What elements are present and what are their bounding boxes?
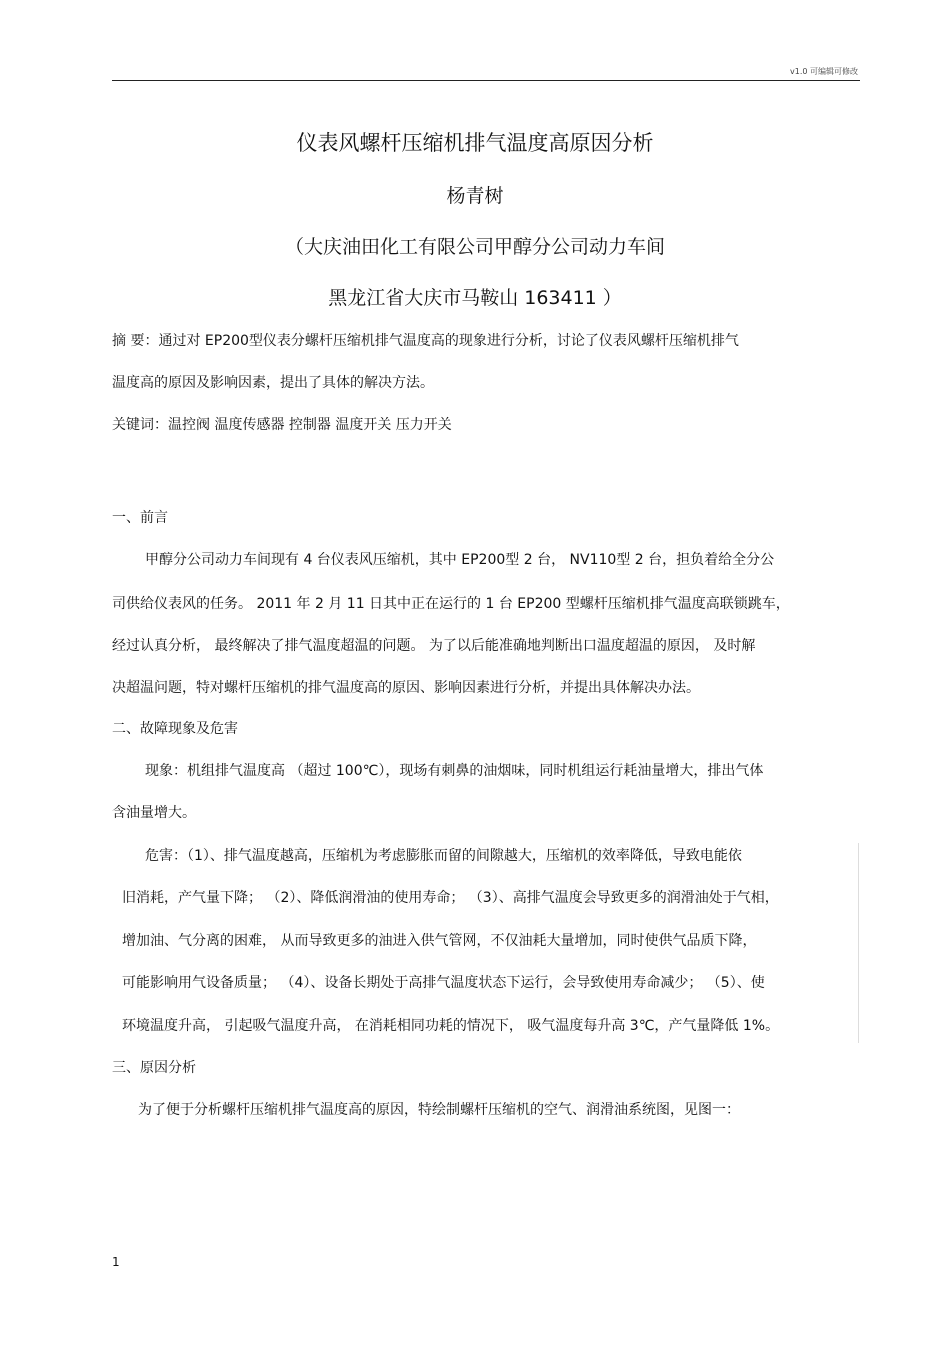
header-rule [112, 80, 860, 81]
section1-heading: 一、前言 [112, 510, 168, 526]
hazard-line1: 危害：（1）、排气温度越高，压缩机为考虑膨胀而留的间隙越大，压缩机的效率降低，导致电能依 [145, 848, 742, 864]
hazard-line2: 旧消耗，产气量下降； （2）、降低润滑油的使用寿命； （3）、高排气温度会导致更多的润滑油处于气相， [122, 890, 779, 906]
author: 杨青树 [446, 185, 504, 207]
phenomenon-line1: 现象：机组排气温度高 （超过 100℃），现场有刺鼻的油烟味，同时机组运行耗油量增大，排出气体 [145, 763, 764, 779]
section2-heading: 二、故障现象及危害 [112, 721, 238, 737]
abstract-line2: 温度高的原因及影响因素，提出了具体的解决方法。 [112, 375, 434, 391]
page-title: 仪表风螺杆压缩机排气温度高原因分析 [296, 131, 654, 155]
section1-line2: 司供给仪表风的任务。 2011 年 2 月 11 日其中正在运行的 1 台 EP200 型螺杆压缩机排气温度高联锁跳车， [112, 596, 790, 612]
section1-line1: 甲醇分公司动力车间现有 4 台仪表风压缩机，其中 EP200型 2 台， NV110型 2 台，担负着给全分公 [145, 552, 775, 568]
header-version: v1.0 可编辑可修改 [790, 67, 858, 76]
phenomenon-line2: 含油量增大。 [112, 805, 196, 821]
affiliation-line2: 黑龙江省大庆市马鞍山 163411 ） [328, 287, 622, 309]
section1-line3: 经过认真分析， 最终解决了排气温度超温的问题。 为了以后能准确地判断出口温度超温的原因， 及时解 [112, 638, 756, 654]
section3-line1: 为了便于分析螺杆压缩机排气温度高的原因，特绘制螺杆压缩机的空气、润滑油系统图，见图一： [138, 1102, 740, 1118]
hazard-box-edge [858, 843, 859, 1043]
hazard-line5: 环境温度升高， 引起吸气温度升高， 在消耗相同功耗的情况下， 吸气温度每升高 3℃，产气量降低 1%。 [122, 1018, 780, 1034]
section3-heading: 三、原因分析 [112, 1060, 196, 1076]
page-number: 1 [112, 1255, 120, 1269]
keywords: 关键词：温控阀 温度传感器 控制器 温度开关 压力开关 [112, 417, 452, 433]
abstract-line1: 摘 要：通过对 EP200型仪表分螺杆压缩机排气温度高的现象进行分析，讨论了仪表风螺杆压缩机排气 [112, 333, 739, 349]
affiliation-line1: （大庆油田化工有限公司甲醇分公司动力车间 [284, 236, 665, 258]
section1-line4: 决超温问题，特对螺杆压缩机的排气温度高的原因、影响因素进行分析，并提出具体解决办法。 [112, 680, 700, 696]
hazard-line4: 可能影响用气设备质量； （4）、设备长期处于高排气温度状态下运行，会导致使用寿命减少； （5）、使 [122, 975, 765, 991]
hazard-line3: 增加油、气分离的困难， 从而导致更多的油进入供气管网，不仅油耗大量增加，同时使供气品质下降， [122, 933, 757, 949]
